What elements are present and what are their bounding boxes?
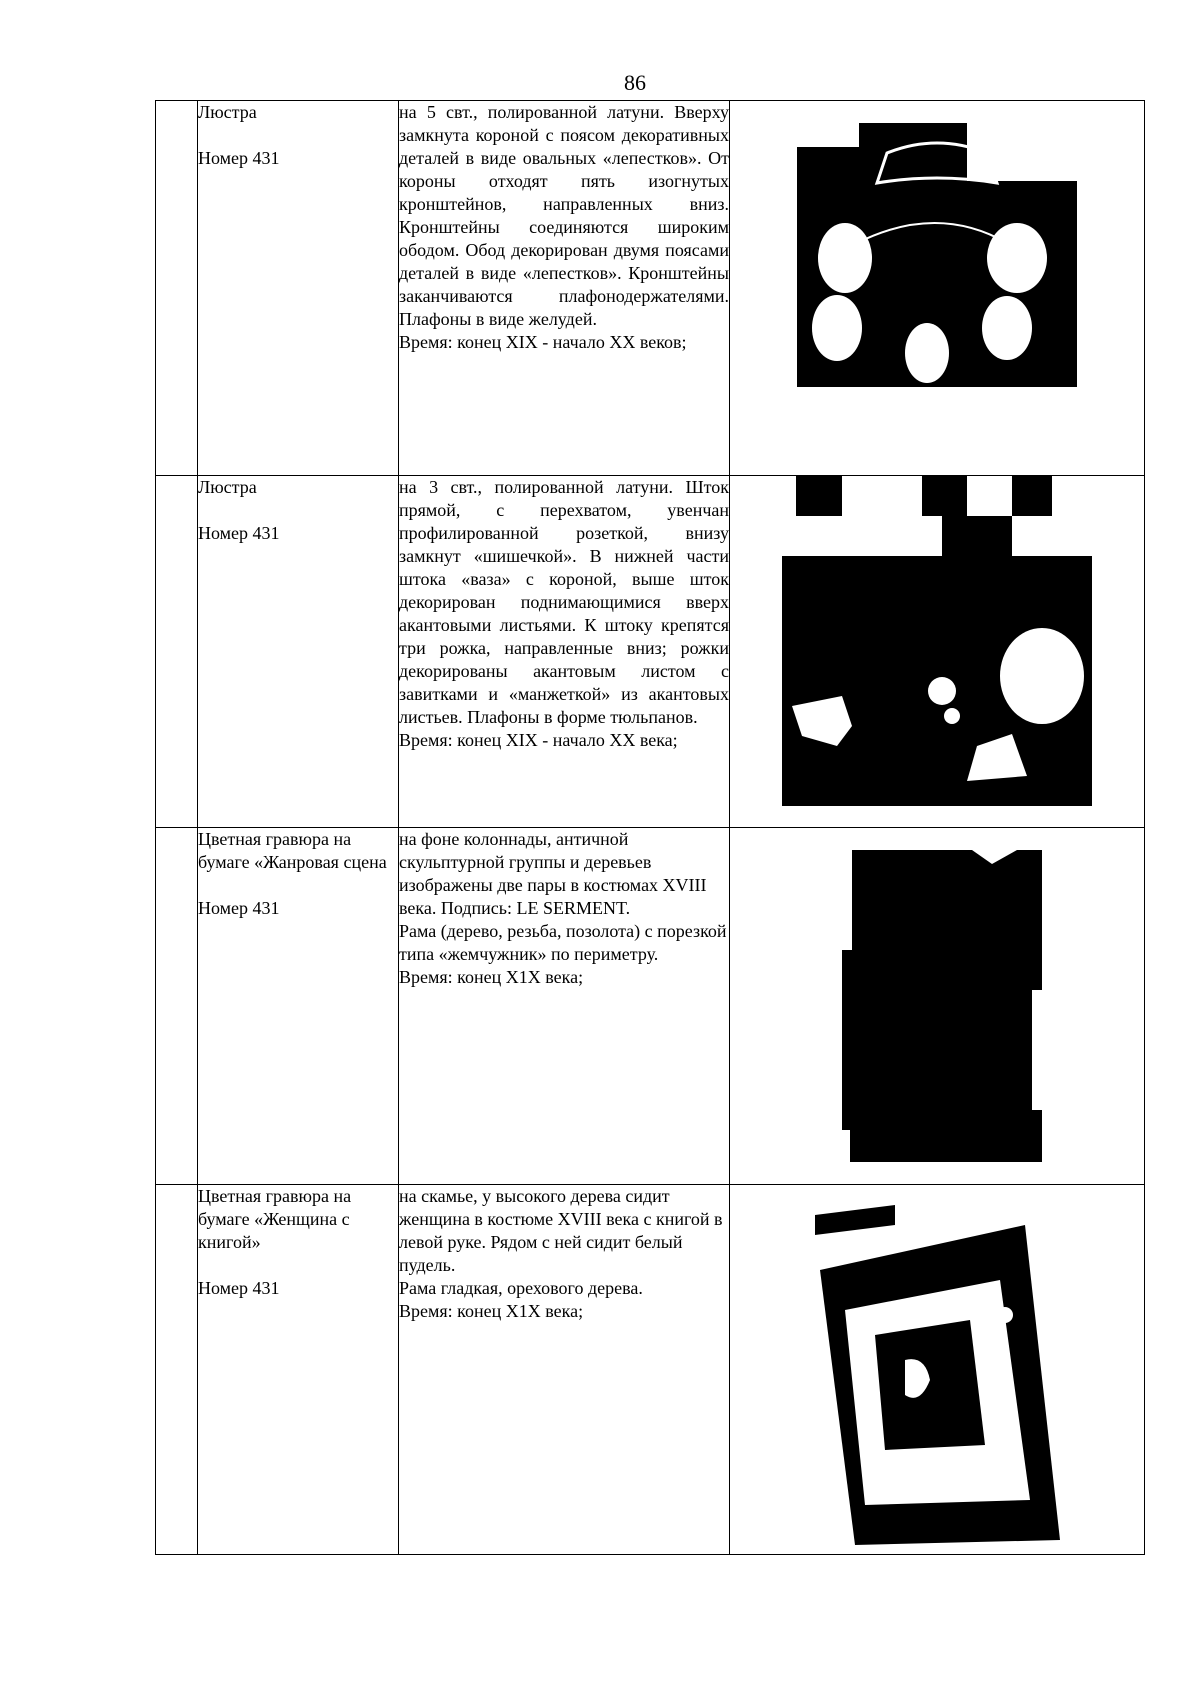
item-description-cell — [399, 828, 730, 1185]
item-number: Номер 431 — [198, 523, 280, 543]
description-time: Время: конец X1X века; — [399, 967, 584, 987]
item-number: Номер 431 — [198, 148, 280, 168]
index-cell — [156, 1185, 198, 1555]
page-number: 86 — [624, 70, 646, 95]
item-name: Люстра — [198, 477, 257, 497]
item-description-cell — [399, 101, 730, 476]
item-name-cell — [198, 476, 399, 828]
chandelier-photo — [782, 476, 1092, 806]
item-name-cell — [198, 1185, 399, 1555]
description-text: на 3 свт., полированной латуни. Шток прямой, с перехватом, увенчан профилированной розеткой, внизу замкнут «шишечкой». В нижней части штока «ваза» с короной, выше шток декорирован поднимающимися вверх акантовыми листьями. К штоку крепятся три рожка, направленные вниз; рожки декорированы акантовым листом с завитками и «манжеткой» из акантовых листьев. Плафоны в форме тюльпанов. — [399, 477, 729, 727]
table-row — [156, 828, 1145, 1185]
item-name-cell — [198, 101, 399, 476]
item-description-cell — [399, 1185, 730, 1555]
item-number: Номер 431 — [198, 1278, 280, 1298]
description-frame: Рама гладкая, орехового дерева. — [399, 1278, 643, 1298]
table-row — [156, 476, 1145, 828]
description-time: Время: конец X1X века; — [399, 1301, 584, 1321]
item-name: Люстра — [198, 102, 257, 122]
photo-cell — [730, 828, 1145, 1185]
chandelier-photo — [797, 123, 1077, 387]
table-row — [156, 101, 1145, 476]
description-time: Время: конец XIX - начало XX века; — [399, 730, 678, 750]
photo-cell — [730, 1185, 1145, 1555]
item-name-cell — [198, 828, 399, 1185]
description-text: на скамье, у высокого дерева сидит женщина в костюме XVIII века с книгой в левой руке. Рядом с ней сидит белый пудель. — [399, 1186, 723, 1275]
item-name: Цветная гравюра на бумаге «Жанровая сцена — [198, 829, 387, 872]
description-text: на 5 свт., полированной латуни. Вверху замкнута короной с поясом декоративных деталей в виде овальных «лепестков». От короны отходят пять изогнутых кронштейнов, направленных вниз. Кронштейны соединяются широким ободом. Обод декорирован двумя поясами деталей в виде «лепестков». Кронштейны заканчиваются плафонодержателями. Плафоны в виде желудей. — [399, 102, 729, 329]
description-frame: Рама (дерево, резьба, позолота) с порезкой типа «жемчужник» по периметру. — [399, 921, 727, 964]
description-time: Время: конец XIX - начало XX веков; — [399, 332, 687, 352]
photo-cell — [730, 476, 1145, 828]
item-description-cell — [399, 476, 730, 828]
table-row — [156, 1185, 1145, 1555]
item-name: Цветная гравюра на бумаге «Женщина с книгой» — [198, 1186, 352, 1252]
index-cell — [156, 101, 198, 476]
inventory-table — [155, 100, 1145, 1555]
engraving-photo — [815, 1205, 1065, 1545]
item-number: Номер 431 — [198, 898, 280, 918]
index-cell — [156, 476, 198, 828]
engraving-photo — [842, 850, 1042, 1162]
index-cell — [156, 828, 198, 1185]
photo-cell — [730, 101, 1145, 476]
description-text: на фоне колоннады, античной скульптурной группы и деревьев изображены две пары в костюмах XVIII века. Подпись: LE SERMENT. — [399, 829, 707, 918]
